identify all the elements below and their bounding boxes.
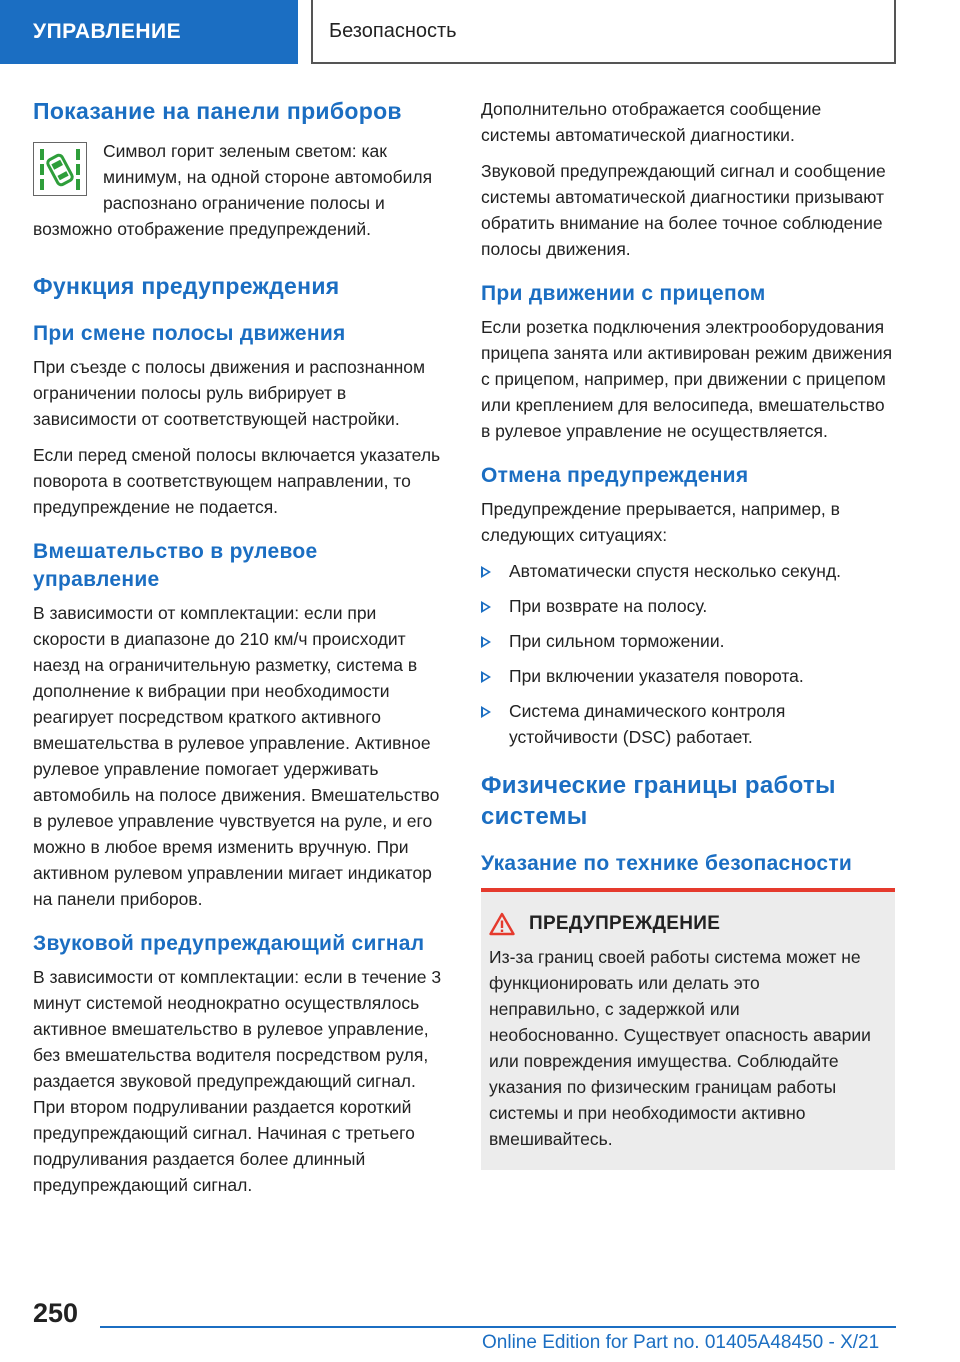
warning-header xyxy=(489,912,871,936)
heading-panel: Показание на панели приборов xyxy=(33,98,402,124)
edition-text: Online Edition for Part no. 01405A48450 - X/21 xyxy=(482,1332,880,1353)
diag-paragraph-1: Дополнительно отображается сообщение системы автоматической диагностики. xyxy=(481,99,822,145)
section-title: УПРАВЛЕНИЕ xyxy=(33,20,182,43)
list-item: При включении указателя поворота. xyxy=(481,663,895,689)
warning-box xyxy=(481,892,895,1170)
warning-title: ПРЕДУПРЕЖДЕНИЕ xyxy=(529,913,721,934)
triangle-bullet-icon xyxy=(481,566,491,578)
heading-steering: Вмешательство в рулевое управление xyxy=(33,540,318,591)
list-item: Автоматически спустя несколько секунд. xyxy=(481,558,895,584)
right-column xyxy=(481,96,895,1170)
heading-trailer: При движении с прицепом xyxy=(481,282,766,305)
lane-paragraph-1: При съезде с полосы движения и распознанном ограничении полосы руль вибрирует в зависимости от соответствующей настройки. xyxy=(33,357,426,429)
diag-paragraph-2: Звуковой предупреждающий сигнал и сообщение системы автоматической диагностики призывают обратить внимание на более точное соблюдение полосы движения. xyxy=(481,161,886,259)
heading-cancel: Отмена предупреждения xyxy=(481,464,749,487)
page-number: 250 xyxy=(33,1298,79,1328)
lane-departure-symbol-icon xyxy=(33,142,87,196)
trailer-paragraph: Если розетка подключения электрооборудования прицепа занята или активирован режим движения с прицепом, например, при движении с прицепом или креплением для велосипеда, вмешательство в рулевое управление не осуществляется. xyxy=(481,317,893,441)
triangle-bullet-icon xyxy=(481,601,491,613)
sound-paragraph: В зависимости от комплектации: если в течение 3 минут системой неоднократно осуществлялось активное вмешательство в рулевое управление, без вмешательства водителя посредством руля, раздается звуковой предупреждающий сигнал. При втором подруливании раздается короткий предупреждающий сигнал. Начиная с третьего подруливания раздается более длинный предупреждающий сигнал. xyxy=(33,967,442,1195)
lane-paragraph-2: Если перед сменой полосы включается указатель поворота в соответствующем направлении, то предупреждение не подается. xyxy=(33,445,441,517)
cancel-list xyxy=(481,558,895,750)
panel-text: Символ горит зеленым светом: как минимум, на одной стороне автомобиля распознано ограничение полосы и возможно отображение предупреждений. xyxy=(33,141,433,239)
heading-function: Функция предупреждения xyxy=(33,273,340,299)
steering-paragraph: В зависимости от комплектации: если при скорости в диапазоне до 210 км/ч происходит наезд на ограничительную разметку, система в дополнение к вибрации при необходимости реагирует посредством краткого активного вмешательства в рулевое управление. Активное рулевое управление помогает удерживать автомобиль на полосе движения. Вмешательство в рулевое управление чувствуется на руле, и его можно в любое время изменить вручную. При активном рулевом управлении мигает индикатор на панели приборов. xyxy=(33,603,440,909)
heading-sound: Звуковой предупреждающий сигнал xyxy=(33,932,425,955)
heading-safety: Указание по технике безопасности xyxy=(481,852,853,875)
symbol-block xyxy=(33,138,447,242)
warning-text: Из-за границ своей работы система может не функционировать или делать это неправильно, с задержкой или необоснованно. Существует опасность аварии или повреждения имущества. Соблюдайте указания по физическим границам работы системы и при необходимости активно вмешивайтесь. xyxy=(489,947,871,1149)
triangle-bullet-icon xyxy=(481,671,491,683)
warning-triangle-icon xyxy=(489,912,515,936)
list-item: При сильном торможении. xyxy=(481,628,895,654)
left-column xyxy=(33,96,447,1198)
list-item: Система динамического контроля устойчивости (DSC) работает. xyxy=(481,698,895,750)
cancel-paragraph: Предупреждение прерывается, например, в следующих ситуациях: xyxy=(481,499,840,545)
section-tab xyxy=(0,0,298,64)
chapter-title: Безопасность xyxy=(329,19,457,42)
heading-limits: Физические границы работы системы xyxy=(481,772,836,830)
triangle-bullet-icon xyxy=(481,636,491,648)
triangle-bullet-icon xyxy=(481,706,491,718)
footer-divider xyxy=(100,1326,896,1328)
list-item: При возврате на полосу. xyxy=(481,593,895,619)
heading-lane-change: При смене полосы движения xyxy=(33,322,346,345)
chapter-header xyxy=(311,0,896,64)
